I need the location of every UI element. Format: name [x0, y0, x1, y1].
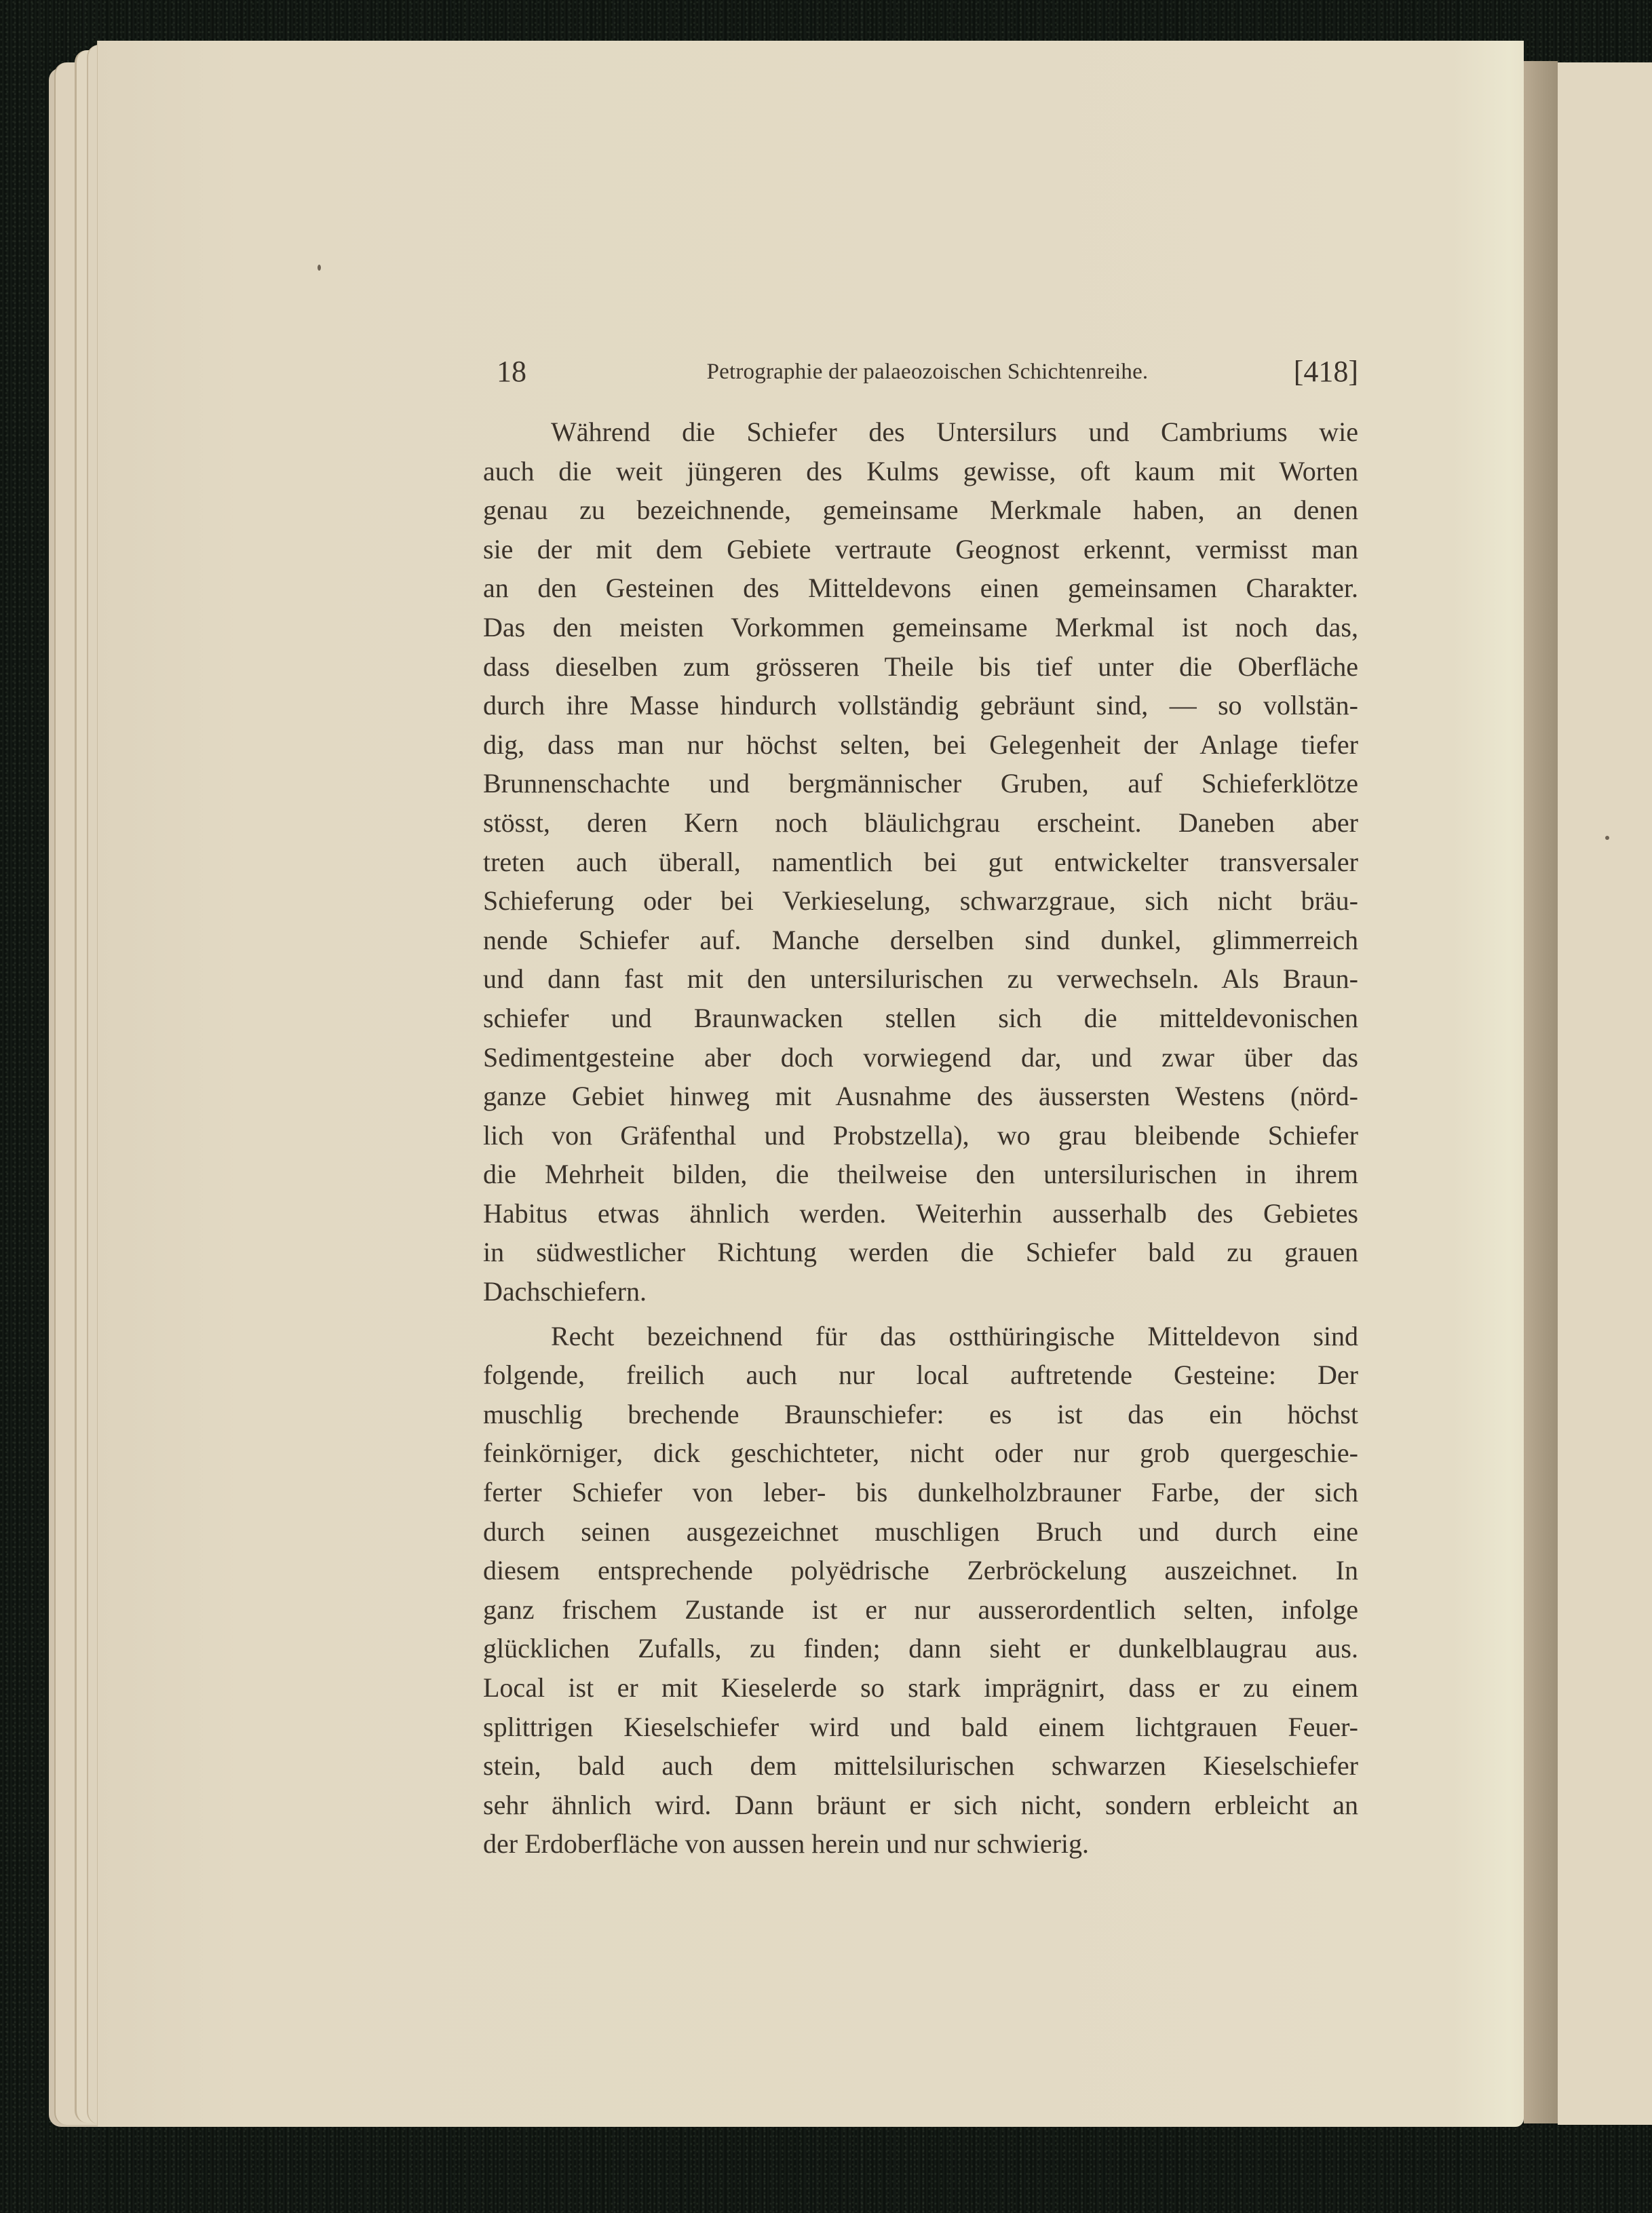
text-line: splittrigen Kieselschiefer wird und bald einem lichtgrauen Feuer- — [483, 1711, 1358, 1742]
text-line: Sedimentgesteine aber doch vorwiegend dar, und zwar über das — [483, 1041, 1358, 1073]
text-line: sie der mit dem Gebiete vertraute Geognost erkennt, vermisst man — [483, 533, 1358, 564]
text-line: treten auch überall, namentlich bei gut entwickelter transversaler — [483, 846, 1358, 877]
text-line: dass dieselben zum grösseren Theile bis tief unter die Oberfläche — [483, 651, 1358, 682]
text-line: schiefer und Braunwacken stellen sich die mitteldevonischen — [483, 1002, 1358, 1033]
paragraph-1 — [483, 412, 1358, 1311]
text-line: glücklichen Zufalls, zu finden; dann sieht er dunkelblaugrau aus. — [483, 1633, 1358, 1664]
text-line: durch seinen ausgezeichnet muschligen Bruch und durch eine — [483, 1516, 1358, 1547]
running-head — [497, 354, 1358, 395]
text-line: Recht bezeichnend für das ostthüringische Mitteldevon sind — [551, 1320, 1358, 1351]
text-line: stösst, deren Kern noch bläulichgrau erscheint. Daneben aber — [483, 807, 1358, 838]
text-line: nende Schiefer auf. Manche derselben sind dunkel, glimmerreich — [483, 924, 1358, 955]
text-line: muschlig brechende Braunschiefer: es ist das ein höchst — [483, 1398, 1358, 1429]
text-line: Während die Schiefer des Untersilurs und Cambriums wie — [551, 417, 1358, 447]
text-line: genau zu bezeichnende, gemeinsame Merkmale haben, an denen — [483, 495, 1358, 526]
text-line: ferter Schiefer von leber- bis dunkelholzbrauner Farbe, der sich — [483, 1477, 1358, 1508]
text-line: diesem entsprechende polyëdrische Zerbröckelung auszeichnet. In — [483, 1555, 1358, 1586]
text-line: ganz frischem Zustande ist er nur ausserordentlich selten, infolge — [483, 1594, 1358, 1625]
facing-page-edge — [1558, 62, 1652, 2125]
text-line: stein, bald auch dem mittelsilurischen schwarzen Kieselschiefer — [483, 1750, 1358, 1782]
text-line: an den Gesteinen des Mitteldevons einen gemeinsamen Charakter. — [483, 573, 1358, 604]
paragraph-2 — [483, 1317, 1358, 1864]
text-line: Brunnenschachte und bergmännischer Gruben, auf Schieferklötze — [483, 768, 1358, 799]
text-line: auch die weit jüngeren des Kulms gewisse, oft kaum mit Worten — [483, 455, 1358, 486]
text-line: der Erdoberfläche von aussen herein und nur schwierig. — [483, 1828, 1090, 1860]
book-gutter — [1524, 61, 1558, 2123]
text-line: durch ihre Masse hindurch vollständig gebräunt sind, — so vollstän- — [483, 690, 1358, 721]
text-line: und dann fast mit den untersilurischen zu verwechseln. Als Braun- — [483, 963, 1358, 995]
body-text — [483, 412, 1358, 1864]
page-number: 18 — [497, 355, 526, 388]
running-title: Petrographie der palaeozoischen Schichtenreihe. — [706, 360, 1149, 384]
text-line: feinkörniger, dick geschichteter, nicht oder nur grob quergeschie- — [483, 1438, 1358, 1469]
text-line: die Mehrheit bilden, die theilweise den untersilurischen in ihrem — [483, 1159, 1358, 1190]
paper-speck — [1605, 836, 1609, 840]
text-line: Dachschiefern. — [483, 1276, 647, 1307]
text-line: lich von Gräfenthal und Probstzella), wo grau bleibende Schiefer — [483, 1119, 1358, 1151]
text-line: in südwestlicher Richtung werden die Schiefer bald zu grauen — [483, 1237, 1358, 1268]
text-line: ganze Gebiet hinweg mit Ausnahme des äussersten Westens (nörd- — [483, 1081, 1358, 1112]
text-line: sehr ähnlich wird. Dann bräunt er sich nicht, sondern erbleicht an — [483, 1789, 1358, 1820]
section-number: [418] — [1293, 355, 1358, 388]
text-line: dig, dass man nur höchst selten, bei Gelegenheit der Anlage tiefer — [483, 729, 1358, 760]
text-line: Habitus etwas ähnlich werden. Weiterhin ausserhalb des Gebietes — [483, 1197, 1358, 1229]
text-line: Local ist er mit Kieselerde so stark imprägnirt, dass er zu einem — [483, 1672, 1358, 1703]
text-line: Schieferung oder bei Verkieselung, schwarzgraue, sich nicht bräu- — [483, 885, 1358, 917]
text-line: folgende, freilich auch nur local auftretende Gesteine: Der — [483, 1360, 1358, 1391]
text-line: Das den meisten Vorkommen gemeinsame Merkmal ist noch das, — [483, 611, 1358, 642]
paper-speck — [318, 265, 321, 271]
